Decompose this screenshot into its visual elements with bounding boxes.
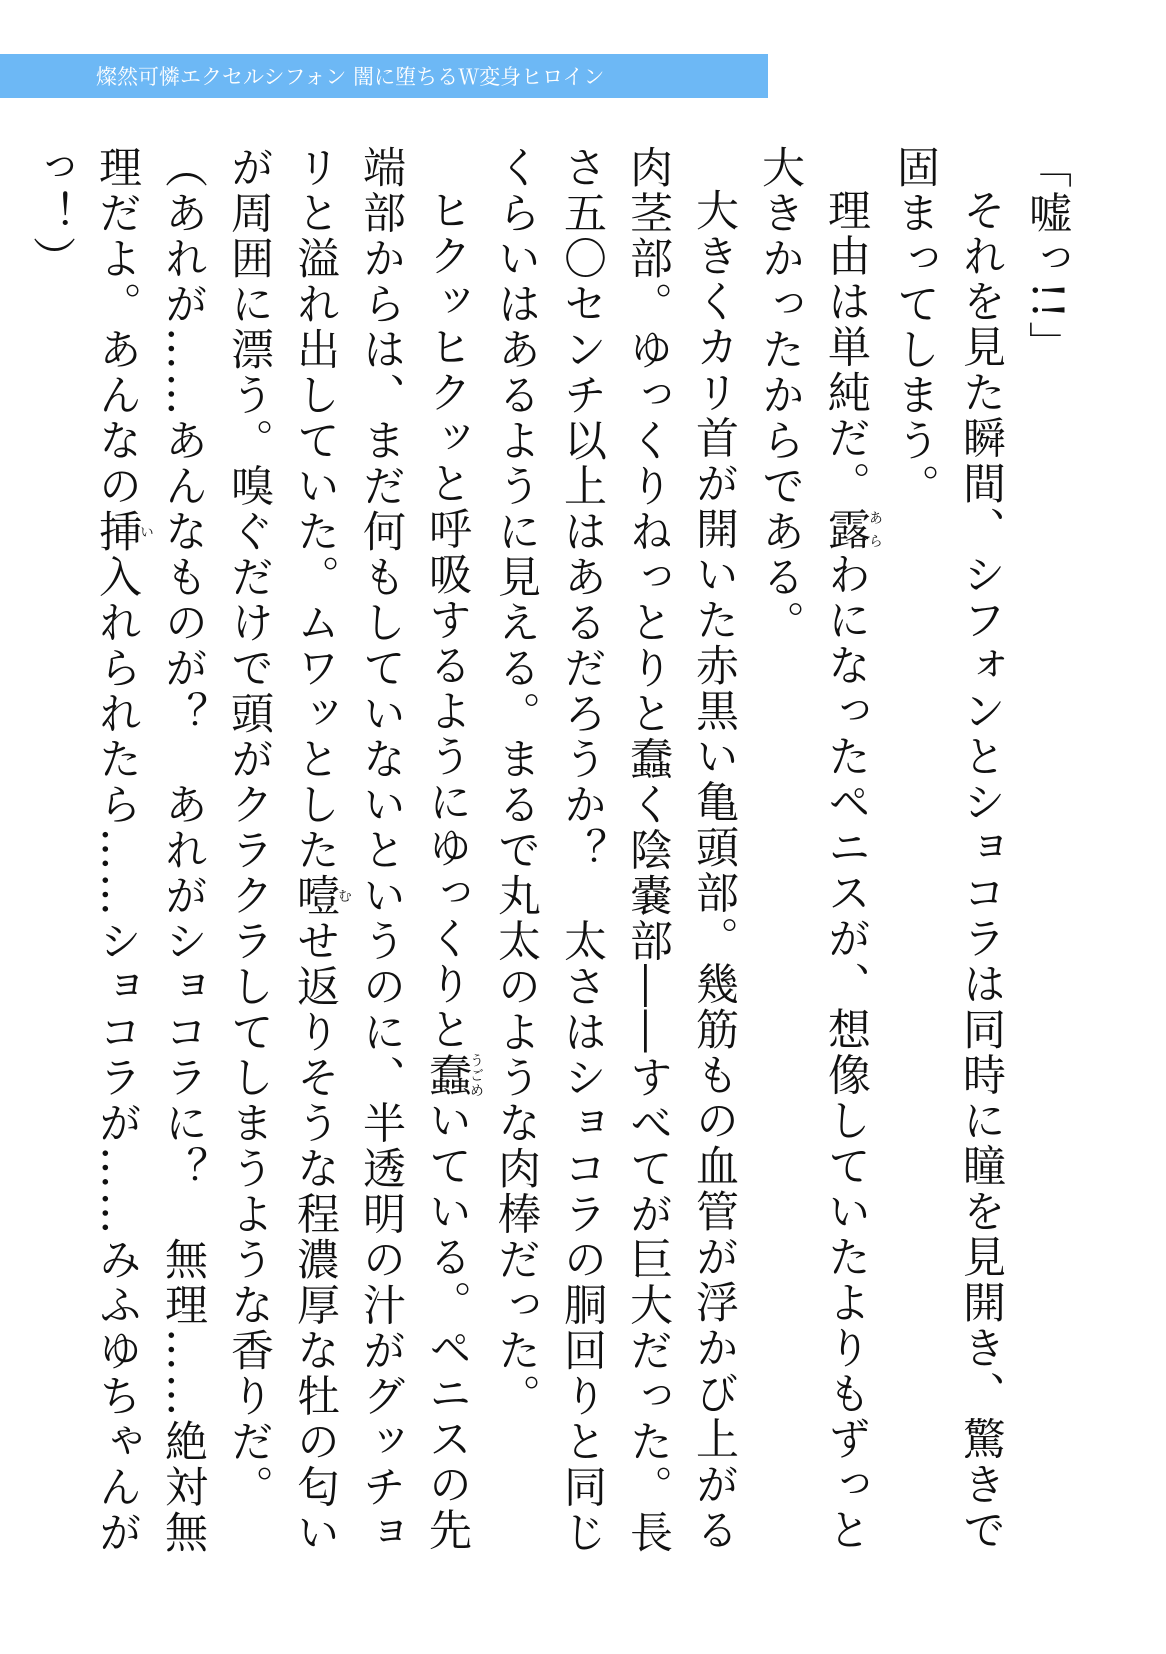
paragraph (1014, 145, 1080, 1595)
header-bar (0, 54, 768, 98)
text-run: 理由は単純だ。 (821, 188, 871, 507)
ruby-base: 露 (821, 506, 871, 552)
ruby-reading: い (138, 509, 154, 555)
text-run: ヒクッヒクッと呼吸するようにゆっくりと (422, 188, 472, 1053)
text-run: 「嘘っ!!」 (1022, 145, 1072, 367)
text-run: わになったペニスが、想像していたよりもずっと大きかったからである。 (755, 145, 871, 1553)
ruby-reading: うごめ (468, 1052, 484, 1098)
paragraph (216, 145, 483, 1595)
ruby-annotation (821, 506, 883, 553)
text-run: いている。ペニスの先端部からは、まだ何もしていないというのに、半透明の汁がグッチョリと溢れ出していた。ムワッとした (290, 145, 472, 1556)
text-run: 入れられたら……ショコラが……みふゆちゃんがっ！） (26, 145, 142, 1556)
ruby-reading: あら (867, 506, 883, 552)
ruby-annotation (92, 509, 154, 555)
ruby-annotation (290, 873, 352, 919)
text-run: それを見た瞬間、シフォンとショコラは同時に瞳を見開き、驚きで固まってしまう。 (890, 145, 1006, 1553)
ruby-base: 噎 (290, 873, 340, 919)
paragraph (18, 145, 216, 1595)
vertical-text-body (26, 145, 1080, 1595)
text-run: 大きくカリ首が開いた赤黒い亀頭部。幾筋もの血管が浮かび上がる肉茎部。ゆっくりねっとりと蠢く陰嚢部――すべてが巨大だった。長さ五〇センチ以上はあるだろうか？ 太さはショコラの胴回りと同じくらいはあるように見える。まるで丸太のような肉棒だった。 (491, 145, 739, 1556)
text-run: （あれが……あんなものが？ あれがショコラに？ 無理……絶対無理だよ。あんなの (92, 145, 208, 1556)
ruby-reading: む (336, 873, 352, 919)
paragraph (483, 145, 747, 1595)
book-title: 燦然可憐エクセルシフォン 闇に堕ちるＷ変身ヒロイン (96, 65, 605, 89)
ruby-annotation (422, 1052, 484, 1099)
paragraph (882, 145, 1014, 1595)
ruby-base: 挿 (92, 509, 142, 555)
paragraph (747, 145, 882, 1595)
text-run: せ返りそうな程濃厚な牡の匂いが周囲に漂う。嗅ぐだけで頭がクラクラしてしまうような香りだ。 (224, 145, 340, 1556)
ruby-base: 蠢 (422, 1052, 472, 1098)
